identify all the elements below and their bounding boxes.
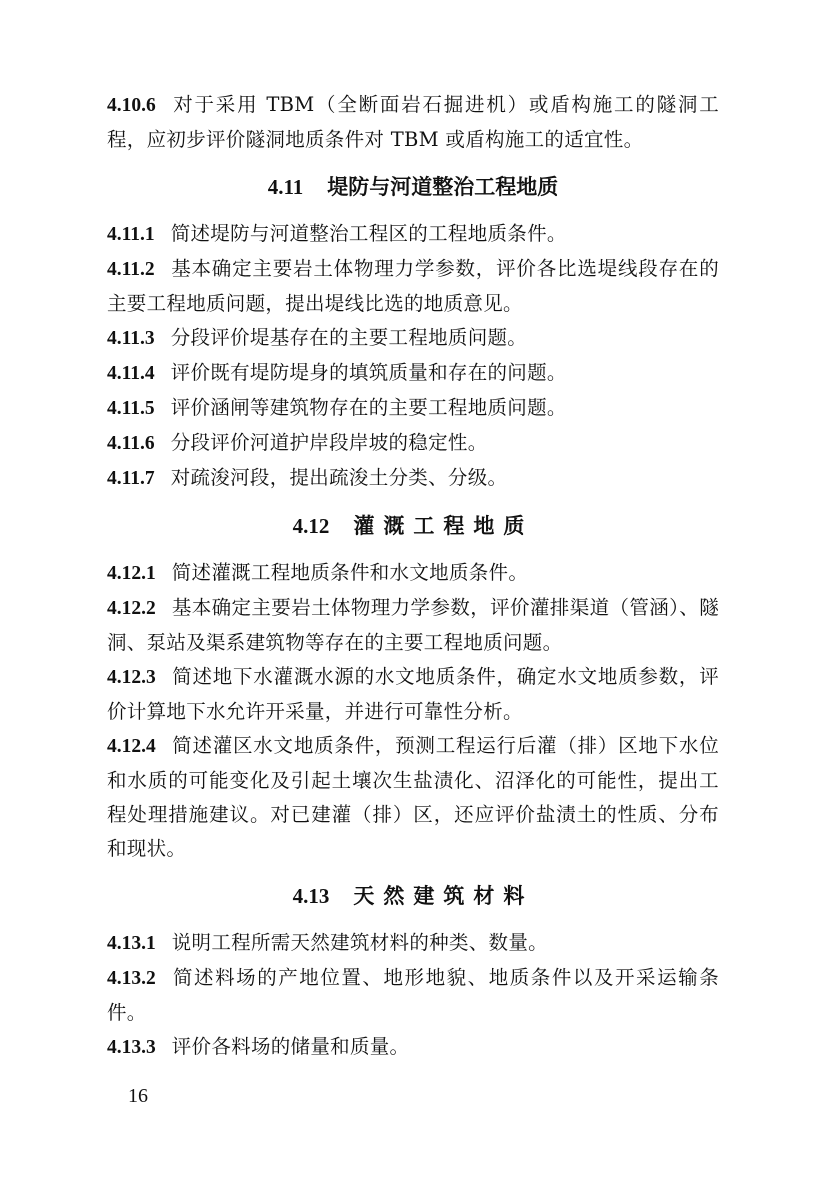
section-heading <box>107 508 719 544</box>
clause-paragraph <box>107 426 719 461</box>
clause-number: 4.13.3 <box>107 1037 156 1058</box>
clause-paragraph <box>107 961 719 1030</box>
clause-text: 简述灌区水文地质条件，预测工程运行后灌（排）区地下水位和水质的可能变化及引起土壤次生盐渍化、沼泽化的可能性，提出工程处理措施建议。对已建灌（排）区，还应评价盐渍土的性质、分布和现状。 <box>107 734 719 860</box>
page-number: 16 <box>128 1085 148 1107</box>
clause-paragraph <box>107 321 719 356</box>
clause-paragraph <box>107 591 719 660</box>
clause-number: 4.13.2 <box>107 968 156 989</box>
clause-text: 评价各料场的储量和质量。 <box>171 1035 410 1058</box>
clause-text: 对于采用 TBM（全断面岩石掘进机）或盾构施工的隧洞工程，应初步评价隧洞地质条件对 TBM 或盾构施工的适宜性。 <box>107 93 719 151</box>
clause-number: 4.11.2 <box>107 259 155 280</box>
clause-text: 评价涵闸等建筑物存在的主要工程地质问题。 <box>170 396 567 419</box>
section-heading <box>107 878 719 914</box>
clause-number: 4.11.6 <box>107 433 155 454</box>
clause-paragraph <box>107 217 719 252</box>
clause-number: 4.12.4 <box>107 736 156 757</box>
clause-number: 4.11.1 <box>107 224 155 245</box>
section-title: 灌溉工程地质 <box>353 514 534 538</box>
clause-text: 说明工程所需天然建筑材料的种类、数量。 <box>171 931 548 954</box>
clause-number: 4.12.2 <box>107 598 156 619</box>
clause-text: 简述地下水灌溉水源的水文地质条件，确定水文地质参数，评价计算地下水允许开采量，并进行可靠性分析。 <box>107 665 719 723</box>
clause-text: 基本确定主要岩土体物理力学参数，评价灌排渠道（管涵）、隧洞、泵站及渠系建筑物等存在的主要工程地质问题。 <box>107 596 719 654</box>
section-number: 4.13 <box>292 884 330 908</box>
clause-paragraph <box>107 926 719 961</box>
clause-number: 4.11.7 <box>107 468 155 489</box>
clause-text: 简述灌溉工程地质条件和水文地质条件。 <box>171 561 529 584</box>
clause-paragraph <box>107 88 719 157</box>
clause-paragraph <box>107 391 719 426</box>
section-number: 4.12 <box>292 514 330 538</box>
clause-text: 基本确定主要岩土体物理力学参数，评价各比选堤线段存在的主要工程地质问题，提出堤线比选的地质意见。 <box>107 257 719 315</box>
clause-number: 4.11.3 <box>107 328 155 349</box>
clause-number: 4.11.4 <box>107 363 155 384</box>
clause-paragraph <box>107 556 719 591</box>
clause-paragraph <box>107 252 719 321</box>
clause-paragraph <box>107 660 719 729</box>
clause-number: 4.11.5 <box>107 398 155 419</box>
clause-text: 对疏浚河段，提出疏浚土分类、分级。 <box>170 466 508 489</box>
clause-number: 4.13.1 <box>107 933 156 954</box>
clause-number: 4.12.3 <box>107 667 156 688</box>
section-title: 天然建筑材料 <box>353 884 534 908</box>
clause-text: 评价既有堤防堤身的填筑质量和存在的问题。 <box>170 361 567 384</box>
clause-number: 4.10.6 <box>107 95 156 116</box>
clause-text: 简述堤防与河道整治工程区的工程地质条件。 <box>170 222 567 245</box>
clause-text: 分段评价堤基存在的主要工程地质问题。 <box>170 326 528 349</box>
page-body <box>107 88 719 1065</box>
clause-text: 简述料场的产地位置、地形地貌、地质条件以及开采运输条件。 <box>107 966 719 1024</box>
clause-number: 4.12.1 <box>107 563 156 584</box>
section-number: 4.11 <box>267 175 304 199</box>
clause-paragraph <box>107 1030 719 1065</box>
clause-paragraph <box>107 461 719 496</box>
clause-paragraph <box>107 729 719 866</box>
clause-text: 分段评价河道护岸段岸坡的稳定性。 <box>170 431 488 454</box>
section-title: 堤防与河道整治工程地质 <box>327 175 559 199</box>
section-heading <box>107 169 719 205</box>
clause-paragraph <box>107 356 719 391</box>
